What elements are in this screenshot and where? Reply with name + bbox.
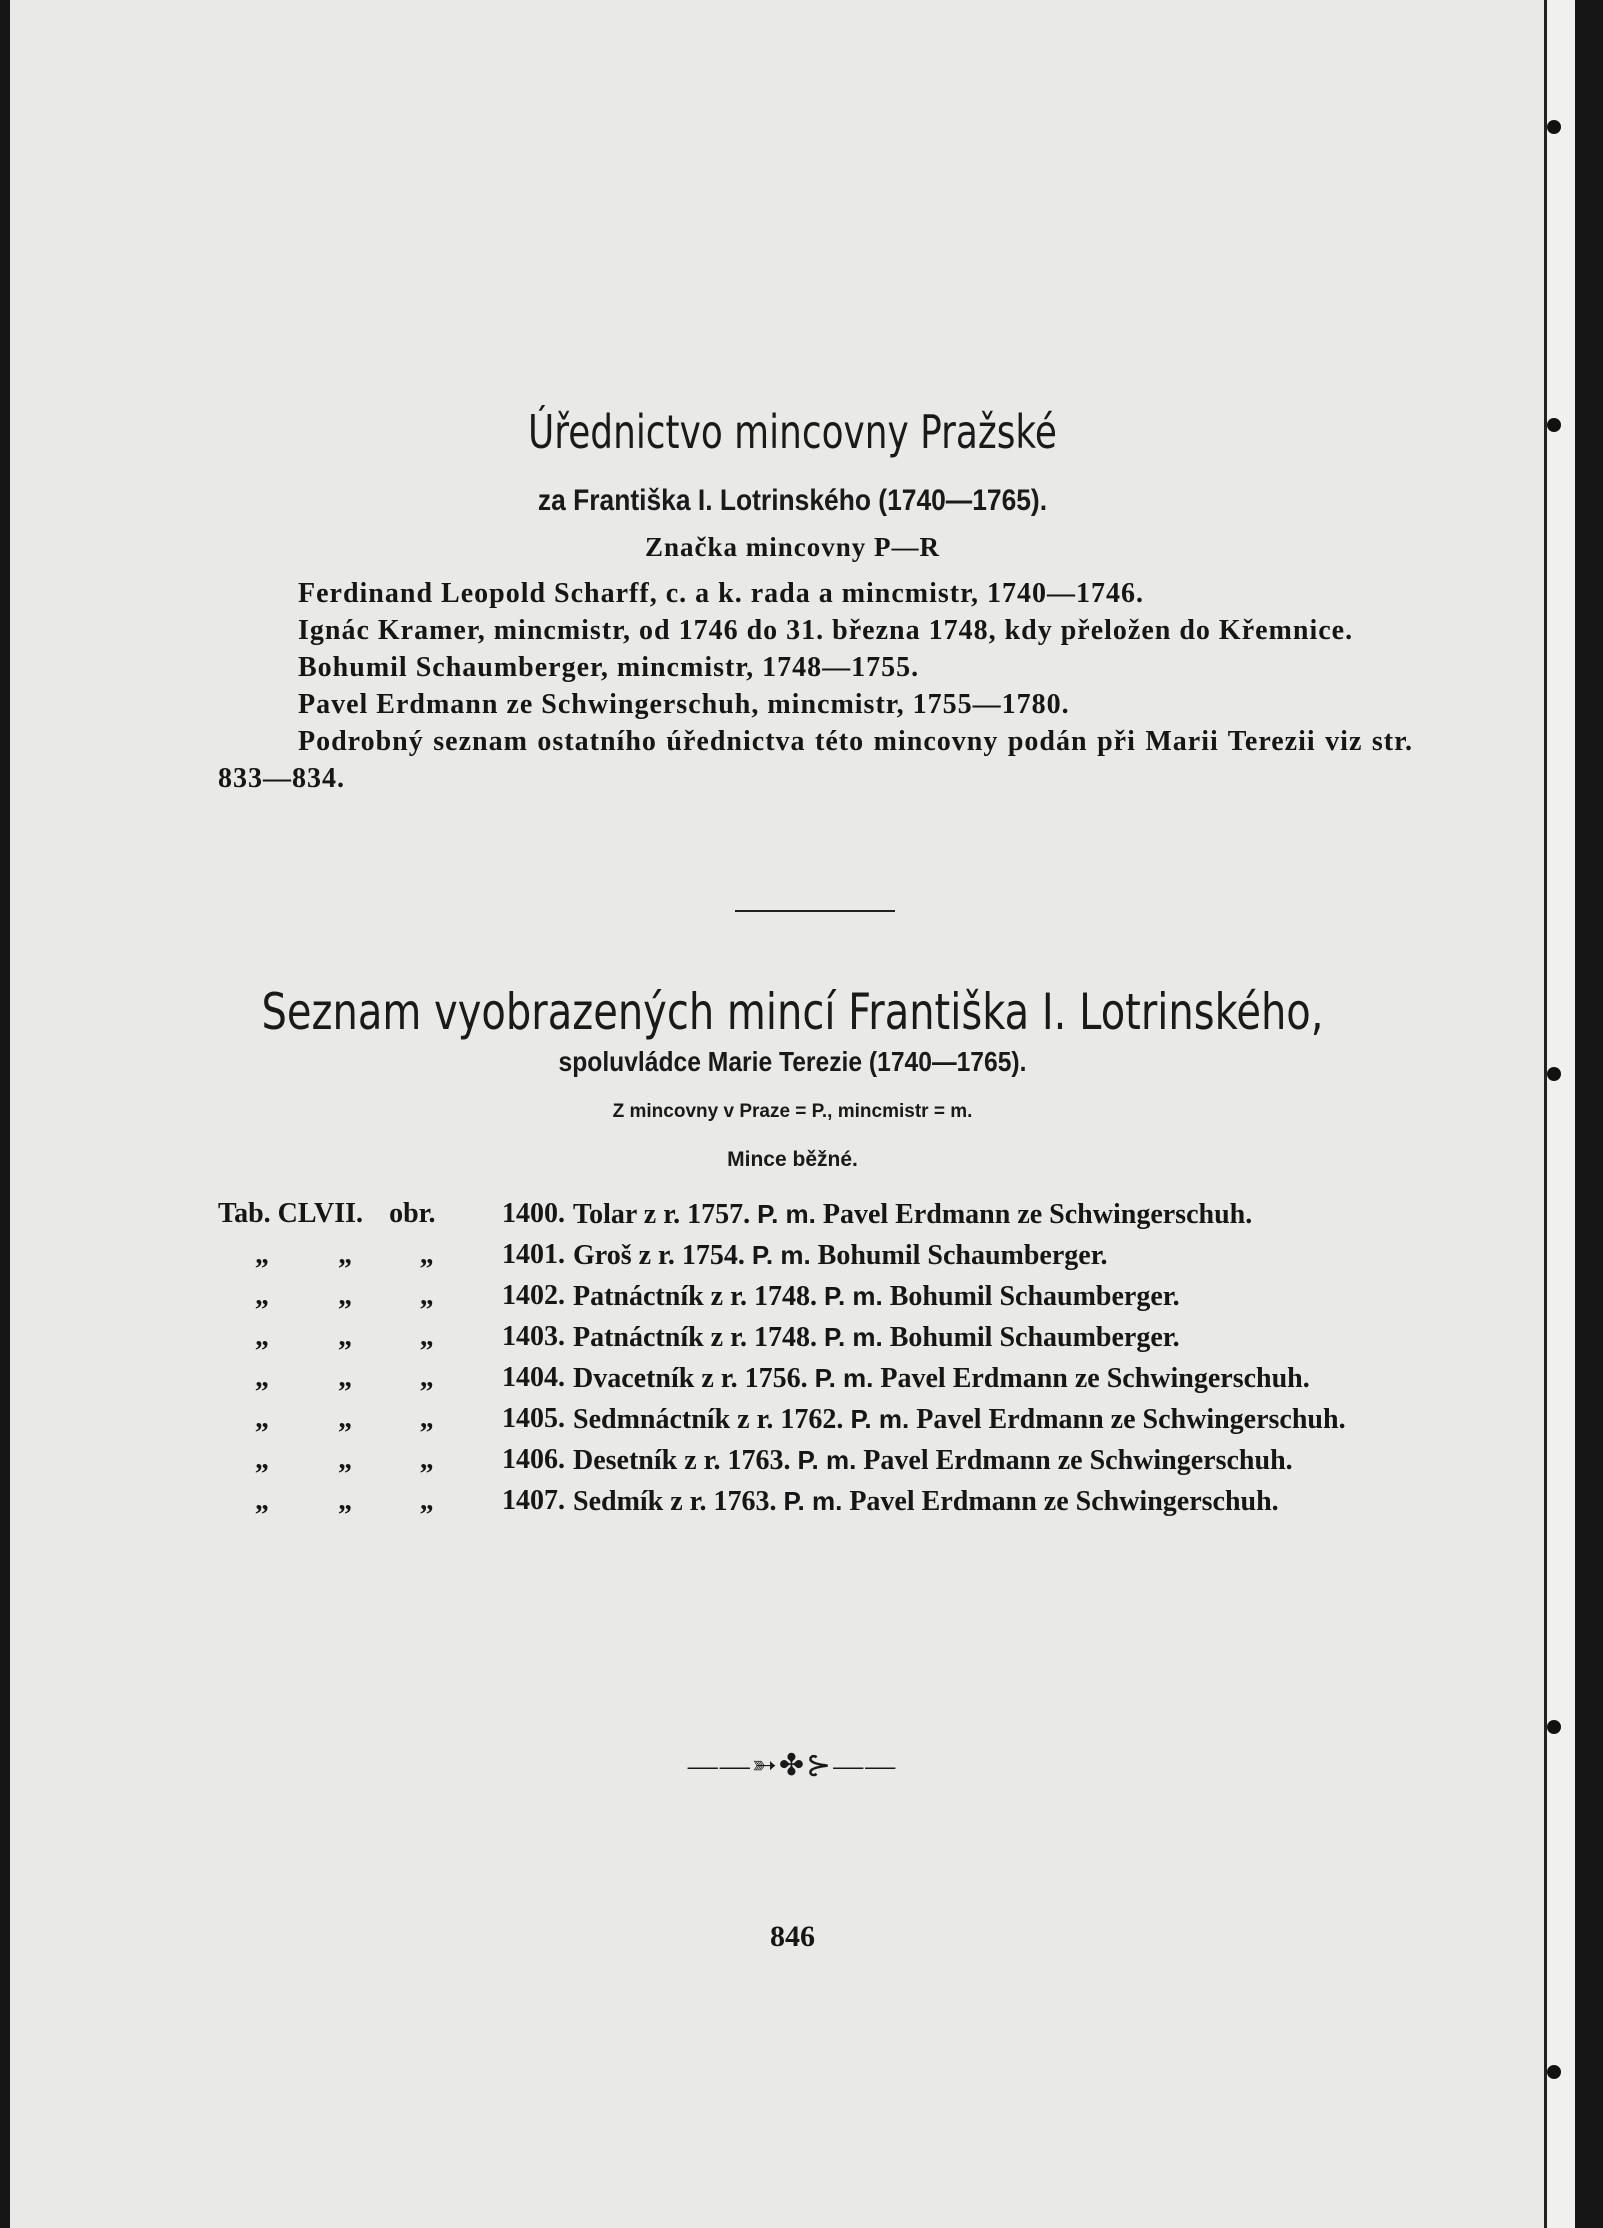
entry-table: „ bbox=[254, 1485, 269, 1516]
official-paragraph: Pavel Erdmann ze Schwingerschuh, mincmistr, 1755—1780. bbox=[298, 689, 1070, 720]
entry-ditto: „ bbox=[419, 1485, 434, 1516]
entry-figure: „ bbox=[338, 1444, 353, 1475]
entry-reference bbox=[218, 1236, 573, 1275]
entry-figure: „ bbox=[338, 1280, 353, 1311]
entry-coin: Desetník z r. 1763. bbox=[573, 1445, 791, 1476]
entry-table: „ bbox=[254, 1321, 269, 1352]
entry-mint-mark: P. m. bbox=[757, 1199, 816, 1229]
entry-reference bbox=[218, 1195, 573, 1234]
official-paragraph: Podrobný seznam ostatního úřednictva této mincovny podán při Marii Terezii viz str. 833—834. bbox=[218, 726, 1413, 794]
entry-table: „ bbox=[254, 1239, 269, 1270]
coin-entry bbox=[218, 1400, 1418, 1439]
binding-mark-icon bbox=[1547, 418, 1561, 432]
coin-entry bbox=[218, 1441, 1418, 1480]
entry-figure: „ bbox=[338, 1321, 353, 1352]
ornament-icon: ——➳✤⊱—— bbox=[687, 1749, 898, 1782]
book-page bbox=[10, 0, 1575, 2228]
entry-master: Pavel Erdmann ze Schwingerschuh. bbox=[822, 1199, 1253, 1230]
entry-master: Pavel Erdmann ze Schwingerschuh. bbox=[916, 1404, 1346, 1435]
coin-entry bbox=[218, 1236, 1418, 1275]
entry-number: 1407. bbox=[502, 1485, 566, 1516]
entry-figure: „ bbox=[338, 1403, 353, 1434]
entry-master: Pavel Erdmann ze Schwingerschuh. bbox=[863, 1445, 1293, 1476]
entry-ditto: „ bbox=[419, 1444, 434, 1475]
section-divider bbox=[735, 910, 895, 912]
entry-ditto: „ bbox=[419, 1321, 434, 1352]
entry-master: Pavel Erdmann ze Schwingerschuh. bbox=[849, 1486, 1279, 1517]
entry-mint-mark: P. m. bbox=[814, 1363, 874, 1393]
entry-number: 1405. bbox=[502, 1403, 566, 1434]
page-edge bbox=[1544, 0, 1575, 2228]
section2-subtitle: spoluvládce Marie Terezie (1740—1765). bbox=[558, 1046, 1027, 1077]
officials-list bbox=[218, 575, 1413, 797]
binding-mark-icon bbox=[1547, 1720, 1561, 1734]
entry-table: Tab. CLVII. bbox=[218, 1198, 364, 1229]
entry-figure: „ bbox=[338, 1485, 353, 1516]
section2-category: Mince běžné. bbox=[727, 1148, 858, 1171]
entry-reference bbox=[218, 1441, 573, 1480]
entry-mint-mark: P. m. bbox=[850, 1404, 910, 1434]
entry-ditto: „ bbox=[419, 1403, 434, 1434]
entry-ditto bbox=[450, 1195, 470, 1234]
entry-table: „ bbox=[254, 1444, 269, 1475]
entry-mint-mark: P. m. bbox=[823, 1281, 883, 1311]
entry-master: Bohumil Schaumberger. bbox=[889, 1281, 1180, 1312]
entry-description bbox=[573, 1400, 1418, 1439]
section1-mint-mark: Značka mincovny P—R bbox=[644, 532, 941, 562]
entry-ditto: „ bbox=[419, 1239, 434, 1270]
entry-description bbox=[573, 1277, 1418, 1316]
entry-reference bbox=[218, 1277, 573, 1316]
coin-entry bbox=[218, 1359, 1418, 1398]
entry-reference bbox=[218, 1482, 573, 1521]
entry-description bbox=[573, 1195, 1418, 1234]
section2-title: Seznam vyobrazených mincí Františka I. Lotrinského, bbox=[261, 983, 1324, 1041]
entry-master: Bohumil Schaumberger. bbox=[889, 1322, 1180, 1353]
entry-mint-mark: P. m. bbox=[823, 1322, 883, 1352]
entry-description bbox=[573, 1441, 1418, 1480]
entry-reference bbox=[218, 1359, 573, 1398]
entry-number: 1400. bbox=[502, 1198, 566, 1229]
entry-figure: obr. bbox=[389, 1198, 436, 1229]
binding-mark-icon bbox=[1547, 1067, 1561, 1081]
entry-mint-mark: P. m. bbox=[783, 1486, 843, 1516]
entry-coin: Sedmík z r. 1763. bbox=[573, 1486, 777, 1517]
entry-coin: Patnáctník z r. 1748. bbox=[573, 1281, 817, 1312]
entry-ditto: „ bbox=[419, 1280, 434, 1311]
entry-ditto: „ bbox=[419, 1362, 434, 1393]
section1-title: Úřednictvo mincovny Pražské bbox=[528, 405, 1057, 459]
entry-mint-mark: P. m. bbox=[751, 1240, 811, 1270]
page-number: 846 bbox=[770, 1920, 815, 1953]
official-paragraph: Ignác Kramer, mincmistr, od 1746 do 31. března 1748, kdy přeložen do Křemnice. bbox=[298, 615, 1354, 646]
entry-reference bbox=[218, 1400, 573, 1439]
entry-number: 1406. bbox=[502, 1444, 566, 1475]
entry-coin: Sedmnáctník z r. 1762. bbox=[573, 1404, 844, 1435]
entry-description bbox=[573, 1482, 1418, 1521]
coin-entry bbox=[218, 1277, 1418, 1316]
entry-table: „ bbox=[254, 1280, 269, 1311]
binding-mark-icon bbox=[1547, 120, 1561, 134]
entry-reference bbox=[218, 1318, 573, 1357]
entry-table: „ bbox=[254, 1362, 269, 1393]
coin-entry bbox=[218, 1318, 1418, 1357]
official-paragraph: Bohumil Schaumberger, mincmistr, 1748—1755. bbox=[298, 652, 920, 683]
entry-coin: Dvacetník z r. 1756. bbox=[573, 1363, 808, 1394]
entry-table: „ bbox=[254, 1403, 269, 1434]
section1-subtitle: za Františka I. Lotrinského (1740—1765). bbox=[537, 484, 1048, 517]
entry-mint-mark: P. m. bbox=[797, 1445, 857, 1475]
entry-description bbox=[573, 1318, 1418, 1357]
entry-coin: Patnáctník z r. 1748. bbox=[573, 1322, 817, 1353]
coin-entry bbox=[218, 1195, 1418, 1234]
entry-description bbox=[573, 1359, 1418, 1398]
entry-master: Pavel Erdmann ze Schwingerschuh. bbox=[880, 1363, 1310, 1394]
entry-coin: Groš z r. 1754. bbox=[573, 1240, 745, 1271]
entry-master: Bohumil Schaumberger. bbox=[817, 1240, 1108, 1271]
entry-number: 1403. bbox=[502, 1321, 566, 1352]
entry-number: 1401. bbox=[502, 1239, 566, 1270]
entry-figure: „ bbox=[338, 1239, 353, 1270]
entry-coin: Tolar z r. 1757. bbox=[573, 1199, 751, 1230]
binding-mark-icon bbox=[1547, 2065, 1561, 2079]
entry-number: 1402. bbox=[502, 1280, 566, 1311]
entry-figure: „ bbox=[338, 1362, 353, 1393]
section2-mint-line: Z mincovny v Praze = P., mincmistr = m. bbox=[612, 1101, 973, 1122]
coin-entry bbox=[218, 1482, 1418, 1521]
official-paragraph: Ferdinand Leopold Scharff, c. a k. rada a mincmistr, 1740—1746. bbox=[298, 578, 1144, 609]
coin-list bbox=[218, 1195, 1418, 1523]
entry-description bbox=[573, 1236, 1418, 1275]
entry-number: 1404. bbox=[502, 1362, 566, 1393]
